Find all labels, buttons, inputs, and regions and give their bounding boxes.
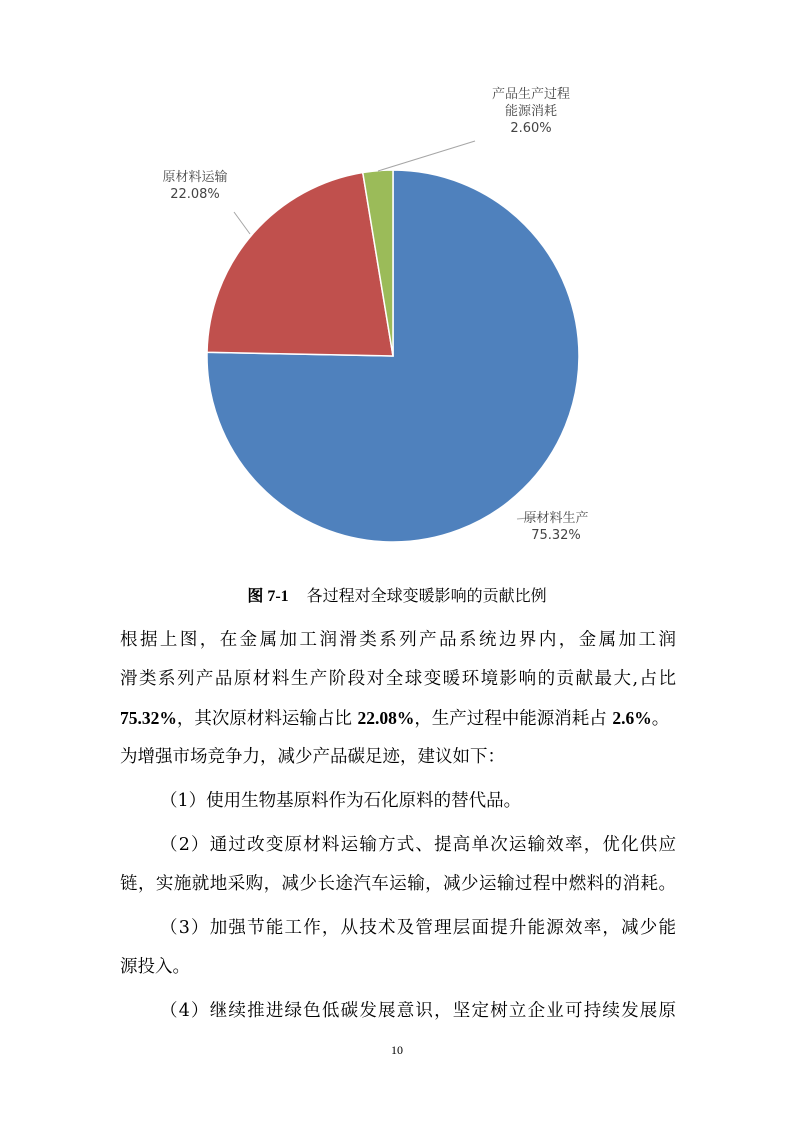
paragraph-line [120,738,676,777]
slice-name-label: 能源消耗 [504,104,558,119]
list-item-text: （4）继续推进绿色低碳发展意识，坚定树立企业可持续发展原 [160,1001,676,1021]
paragraph-line [120,621,676,660]
slice-name-label: 原材料生产 [523,511,589,526]
leader-line [378,141,475,171]
slice-value-label: 2.60% [510,121,552,136]
figure-title: 各过程对全球变暖影响的贡献比例 [306,586,547,605]
leader-line [234,212,250,234]
paragraph-line [120,660,676,699]
value-raw-transport: 22.08% [357,708,415,728]
paragraph-text: 。 [651,709,670,729]
list-item [160,909,676,948]
slice-name-label: 原材料运输 [162,170,228,185]
paragraph-line-values [120,699,676,739]
list-item-text: （1）使用生物基原料作为石化原料的替代品。 [160,791,522,811]
pie-slice [207,172,393,356]
paragraph-text: ，其次原材料运输占比 [176,709,358,729]
list-item-text: （3）加强节能工作，从技术及管理层面提升能源效率，减少能 [160,918,676,938]
list-item [160,782,716,821]
value-raw-production: 75.32% [120,708,177,728]
list-item [160,992,676,1031]
list-item-text: 链，实施就地采购，减少长途汽车运输，减少运输过程中燃料的消耗。 [120,874,676,894]
slice-value-label: 22.08% [170,187,220,202]
list-item-continuation [120,865,676,904]
paragraph-text: ，生产过程中能源消耗占 [414,709,613,729]
slice-value-label: 75.32% [531,528,581,543]
list-item-text: （2）通过改变原材料运输方式、提高单次运输效率，优化供应 [160,835,676,855]
list-item [160,826,676,865]
list-item-text: 源投入。 [120,957,190,977]
figure-number: 图 7-1 [247,588,289,605]
slice-name-label: 产品生产过程 [491,87,571,102]
paragraph-text: 滑类系列产品原材料生产阶段对全球变暖环境影响的贡献最大,占比 [120,669,676,689]
figure-caption [0,583,794,606]
paragraph-text: 为增强市场竞争力，减少产品碳足迹，建议如下： [120,747,505,767]
value-energy: 2.6% [612,708,652,728]
list-item-continuation [120,948,676,987]
paragraph-text: 根据上图，在金属加工润滑类系列产品系统边界内，金属加工润 [120,630,676,650]
page-number: 10 [391,1043,403,1057]
